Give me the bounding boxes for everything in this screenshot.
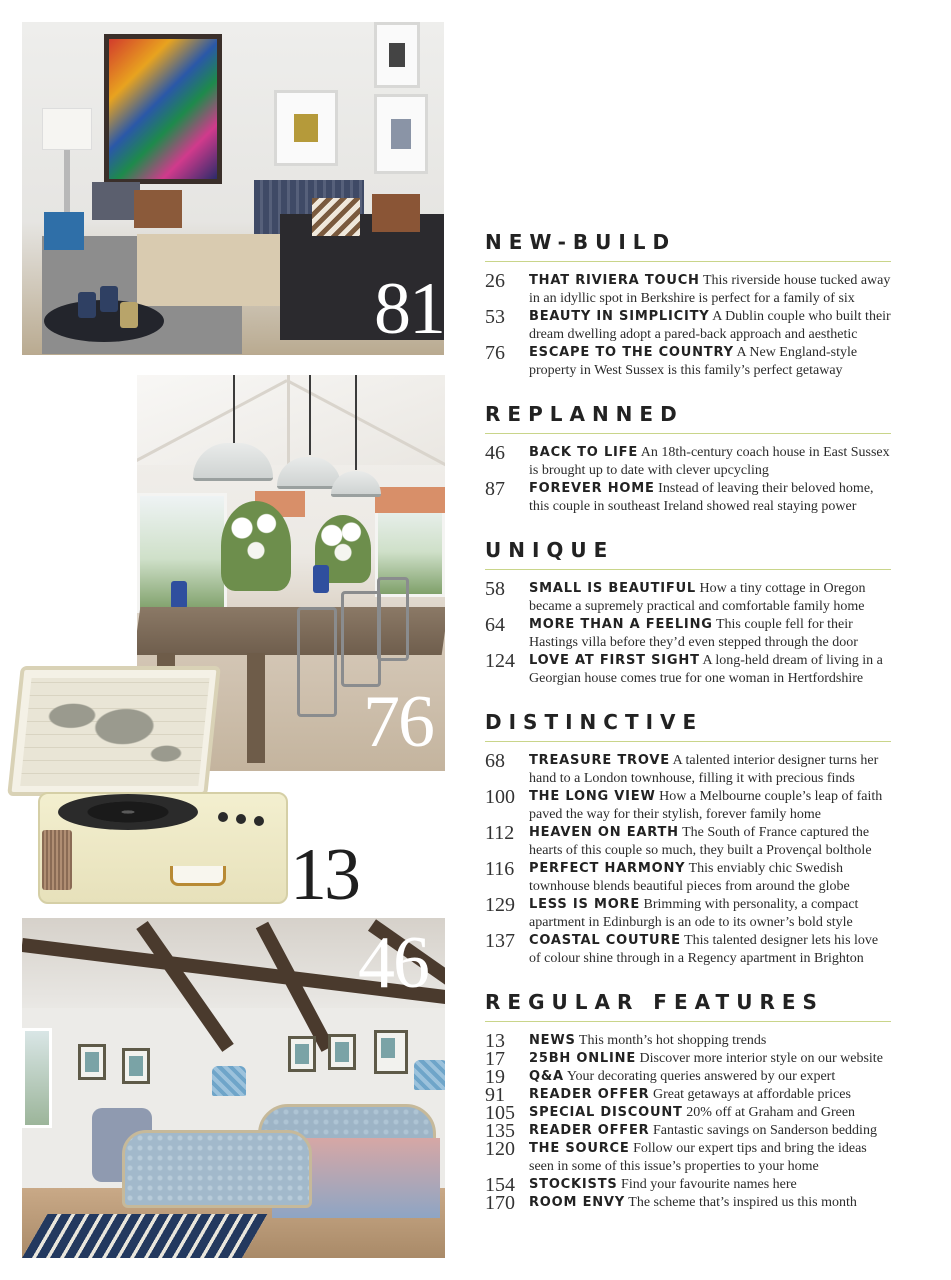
page-ref: 19 bbox=[485, 1066, 505, 1088]
entry-text bbox=[529, 1176, 891, 1194]
entry-title: SPECIAL DISCOUNT bbox=[529, 1105, 683, 1120]
contents-entry[interactable] bbox=[485, 444, 891, 480]
entry-list bbox=[485, 1022, 891, 1212]
entry-text bbox=[529, 1122, 891, 1140]
entry-description: This month’s hot shopping trends bbox=[578, 1033, 767, 1048]
contents-entry[interactable] bbox=[485, 752, 891, 788]
section-2 bbox=[485, 536, 891, 688]
contents-entry[interactable] bbox=[485, 308, 891, 344]
metal-chair bbox=[341, 591, 381, 687]
entry-description: 20% off at Graham and Green bbox=[686, 1105, 856, 1120]
entry-title: LOVE AT FIRST SIGHT bbox=[529, 653, 700, 668]
footboard bbox=[122, 1130, 312, 1208]
entry-description: This enviably chic Swedish townhouse blends beautiful pieces from around the globe bbox=[529, 861, 850, 894]
framed-print bbox=[374, 22, 420, 88]
entry-description: This couple fell for their Hastings villa before they’d even stepped through the door bbox=[529, 617, 858, 650]
contents-entry[interactable] bbox=[485, 652, 891, 688]
entry-title: SMALL IS BEAUTIFUL bbox=[529, 581, 697, 596]
entry-title: READER OFFER bbox=[529, 1087, 650, 1102]
map-lid bbox=[7, 666, 221, 796]
contents-list bbox=[485, 228, 891, 1212]
contents-entry[interactable] bbox=[485, 1104, 891, 1122]
section-0 bbox=[485, 228, 891, 380]
entry-text bbox=[529, 580, 891, 616]
entry-title: Q&A bbox=[529, 1069, 564, 1084]
entry-text bbox=[529, 788, 891, 824]
page-ref: 17 bbox=[485, 1048, 505, 1070]
section-3 bbox=[485, 708, 891, 968]
page-ref: 135 bbox=[485, 1120, 515, 1142]
page-ref: 58 bbox=[485, 578, 505, 600]
contents-entry[interactable] bbox=[485, 480, 891, 516]
page-number: 13 bbox=[290, 834, 358, 916]
contents-entry[interactable] bbox=[485, 580, 891, 616]
bedroom-window bbox=[22, 1028, 52, 1128]
entry-title: 25BH ONLINE bbox=[529, 1051, 637, 1066]
entry-title: MORE THAN A FEELING bbox=[529, 617, 713, 632]
entry-description: A Dublin couple who built their dream dwelling adopt a pared-back approach and aesthetic bbox=[529, 309, 891, 342]
section-heading: NEW-BUILD bbox=[485, 228, 891, 262]
entry-text bbox=[529, 896, 891, 932]
entry-title: READER OFFER bbox=[529, 1123, 650, 1138]
entry-text bbox=[529, 344, 891, 380]
contents-entry[interactable] bbox=[485, 272, 891, 308]
contents-entry[interactable] bbox=[485, 860, 891, 896]
entry-title: ROOM ENVY bbox=[529, 1195, 626, 1210]
lamp-shade bbox=[414, 1060, 445, 1090]
entry-description: Follow our expert tips and bring the ideas seen in some of this issue’s properties to your home bbox=[529, 1141, 867, 1174]
entry-title: PERFECT HARMONY bbox=[529, 861, 686, 876]
entry-description: This riverside house tucked away in an idyllic spot in Berkshire is perfect for a family of six bbox=[529, 273, 891, 306]
entry-description: An 18th-century coach house in East Sussex is brought up to date with clever upcycling bbox=[529, 445, 890, 478]
entry-description: Great getaways at affordable prices bbox=[652, 1087, 851, 1102]
contents-entry[interactable] bbox=[485, 1122, 891, 1140]
entry-text bbox=[529, 652, 891, 688]
contents-entry[interactable] bbox=[485, 1194, 891, 1212]
flower-arrangement bbox=[221, 501, 291, 591]
contents-entry[interactable] bbox=[485, 788, 891, 824]
entry-title: BACK TO LIFE bbox=[529, 445, 639, 460]
contents-entry[interactable] bbox=[485, 616, 891, 652]
page-ref: 46 bbox=[485, 442, 505, 464]
entry-description: The South of France captured the hearts of this couple so much, they built a Provençal bolthole bbox=[529, 825, 872, 858]
entry-description: The scheme that’s inspired us this month bbox=[628, 1195, 857, 1210]
entry-description: Find your favourite names here bbox=[621, 1177, 797, 1192]
entry-description: How a tiny cottage in Oregon became a supremely practical and comfortable family home bbox=[529, 581, 866, 614]
entry-description: Brimming with personality, a compact apartment in Edinburgh is an ode to its owner’s bold style bbox=[529, 897, 859, 930]
page-ref: 124 bbox=[485, 650, 515, 672]
living-room-photo bbox=[22, 22, 444, 355]
entry-description: Discover more interior style on our website bbox=[639, 1051, 883, 1066]
entry-text bbox=[529, 1086, 891, 1104]
page-ref: 26 bbox=[485, 270, 505, 292]
floor-lamp bbox=[42, 108, 92, 150]
rug bbox=[22, 1214, 267, 1258]
entry-title: HEAVEN ON EARTH bbox=[529, 825, 679, 840]
entry-title: TREASURE TROVE bbox=[529, 753, 670, 768]
page-ref: 76 bbox=[485, 342, 505, 364]
page-ref: 116 bbox=[485, 858, 515, 880]
page-ref: 13 bbox=[485, 1030, 505, 1052]
framed-print bbox=[274, 90, 338, 166]
entry-description: Fantastic savings on Sanderson bedding bbox=[652, 1123, 877, 1138]
section-heading: UNIQUE bbox=[485, 536, 891, 570]
page-ref: 154 bbox=[485, 1174, 515, 1196]
entry-title: THAT RIVIERA TOUCH bbox=[529, 273, 700, 288]
entry-title: BEAUTY IN SIMPLICITY bbox=[529, 309, 710, 324]
entry-title: COASTAL COUTURE bbox=[529, 933, 681, 948]
entry-text bbox=[529, 1194, 891, 1212]
contents-entry[interactable] bbox=[485, 932, 891, 968]
entry-text bbox=[529, 932, 891, 968]
entry-description: Your decorating queries answered by our expert bbox=[566, 1069, 836, 1084]
entry-text bbox=[529, 308, 891, 344]
entry-text bbox=[529, 1050, 891, 1068]
framed-print bbox=[374, 94, 428, 174]
section-heading: DISTINCTIVE bbox=[485, 708, 891, 742]
metal-chair bbox=[377, 577, 409, 661]
page-ref: 68 bbox=[485, 750, 505, 772]
entry-title: THE LONG VIEW bbox=[529, 789, 656, 804]
entry-text bbox=[529, 824, 891, 860]
entry-list bbox=[485, 570, 891, 688]
bedroom-photo bbox=[22, 918, 445, 1258]
entry-title: LESS IS MORE bbox=[529, 897, 641, 912]
entry-text bbox=[529, 272, 891, 308]
page-ref: 129 bbox=[485, 894, 515, 916]
contents-entry[interactable] bbox=[485, 896, 891, 932]
page-ref: 53 bbox=[485, 306, 505, 328]
contents-entry[interactable] bbox=[485, 1086, 891, 1104]
metal-chair bbox=[297, 607, 337, 717]
entry-text bbox=[529, 444, 891, 480]
record-player-photo bbox=[8, 662, 288, 912]
entry-list bbox=[485, 262, 891, 380]
entry-title: NEWS bbox=[529, 1033, 576, 1048]
lamp-shade bbox=[212, 1066, 246, 1096]
contents-entry[interactable] bbox=[485, 1068, 891, 1086]
page-ref: 137 bbox=[485, 930, 515, 952]
case-handle bbox=[170, 866, 226, 886]
page-ref: 105 bbox=[485, 1102, 515, 1124]
ottoman bbox=[137, 234, 287, 306]
entry-description: A New England-style property in West Sussex is this family’s perfect getaway bbox=[529, 345, 858, 378]
contents-entry[interactable] bbox=[485, 1140, 891, 1176]
page-number: 46 bbox=[358, 922, 428, 1004]
entry-title: FOREVER HOME bbox=[529, 481, 655, 496]
page-number: 81 bbox=[374, 268, 444, 350]
entry-title: THE SOURCE bbox=[529, 1141, 630, 1156]
entry-text bbox=[529, 1104, 891, 1122]
contents-entry[interactable] bbox=[485, 1176, 891, 1194]
entry-text bbox=[529, 1068, 891, 1086]
section-heading: REGULAR FEATURES bbox=[485, 988, 891, 1022]
page-ref: 120 bbox=[485, 1138, 515, 1160]
entry-description: Instead of leaving their beloved home, this couple in southeast Ireland showed real staying power bbox=[529, 481, 874, 514]
entry-text bbox=[529, 1140, 891, 1176]
entry-title: ESCAPE TO THE COUNTRY bbox=[529, 345, 734, 360]
entry-description: This talented designer lets his love of colour shine through in a Regency apartment in Brighton bbox=[529, 933, 879, 966]
entry-text bbox=[529, 1032, 891, 1050]
contents-entry[interactable] bbox=[485, 824, 891, 860]
entry-text bbox=[529, 616, 891, 652]
page-ref: 64 bbox=[485, 614, 505, 636]
entry-description: A long-held dream of living in a Georgian house comes true for one woman in Hertfordshire bbox=[529, 653, 883, 686]
page-ref: 112 bbox=[485, 822, 515, 844]
entry-text bbox=[529, 752, 891, 788]
entry-list bbox=[485, 742, 891, 968]
entry-description: How a Melbourne couple’s leap of faith paved the way for their stylish, forever family home bbox=[529, 789, 883, 822]
section-heading: REPLANNED bbox=[485, 400, 891, 434]
page-ref: 87 bbox=[485, 478, 505, 500]
section-4 bbox=[485, 988, 891, 1212]
entry-text bbox=[529, 860, 891, 896]
speaker-grille bbox=[42, 830, 72, 890]
abstract-painting bbox=[104, 34, 222, 184]
contents-entry[interactable] bbox=[485, 1032, 891, 1050]
entry-title: STOCKISTS bbox=[529, 1177, 618, 1192]
contents-entry[interactable] bbox=[485, 1050, 891, 1068]
page-ref: 170 bbox=[485, 1192, 515, 1214]
page-number: 76 bbox=[363, 681, 433, 763]
contents-entry[interactable] bbox=[485, 344, 891, 380]
section-1 bbox=[485, 400, 891, 516]
entry-list bbox=[485, 434, 891, 516]
page-ref: 91 bbox=[485, 1084, 505, 1106]
page-ref: 100 bbox=[485, 786, 515, 808]
entry-text bbox=[529, 480, 891, 516]
vinyl-record bbox=[58, 794, 198, 830]
entry-description: A talented interior designer turns her hand to a London townhouse, filling it with precious finds bbox=[529, 753, 879, 786]
